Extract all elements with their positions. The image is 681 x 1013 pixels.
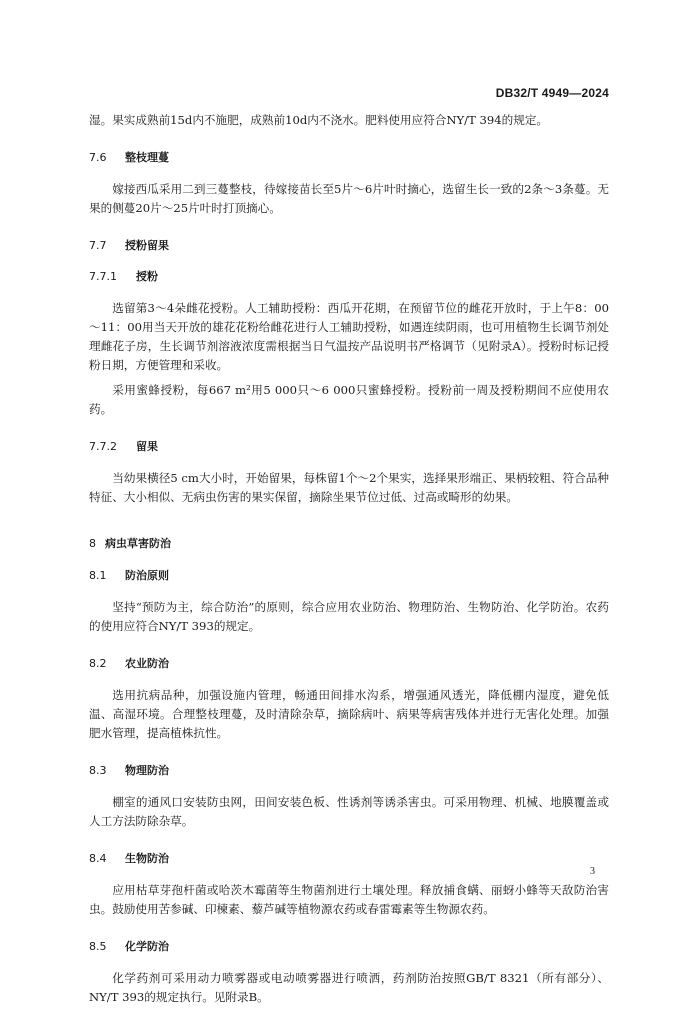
- document-code: DB32/T 4949—2024: [495, 86, 609, 100]
- paragraph: 应用枯草芽孢杆菌或哈茨木霉菌等生物菌剂进行土壤处理。释放捕食螨、丽蚜小蜂等天敌防治害虫。鼓励使用苦参碱、印楝素、藜芦碱等植物源农药或春雷霉素等生物源农药。: [89, 883, 609, 916]
- section-heading: 8.3 物理防治: [89, 764, 169, 777]
- paragraph: 当幼果横径5 cm大小时，开始留果，每株留1个～2个果实，选择果形端正、果柄较粗、符合品种特征、大小相似、无病虫伤害的果实保留，摘除坐果节位过低、过高或畸形的幼果。: [89, 471, 609, 504]
- section-heading: 7.7.1 授粉: [89, 270, 158, 283]
- paragraph: 选留第3～4朵雌花授粉。人工辅助授粉：西瓜开花期，在预留节位的雌花开放时，于上午8：00～11：00用当天开放的雄花花粉给雌花进行人工辅助授粉，如遇连续阴雨，也可用植物生长调节剂处理雌花子房，生长调节剂溶液浓度需根据当日气温按产品说明书严格调节（见附录A）。授粉时标记授粉日期，方便管理和采收。: [89, 301, 609, 372]
- paragraph: 采用蜜蜂授粉，每667 m²用5 000只～6 000只蜜蜂授粉。授粉前一周及授粉期间不应使用农药。: [89, 383, 609, 416]
- paragraph: 棚室的通风口安装防虫网，田间安装色板、性诱剂等诱杀害虫。可采用物理、机械、地膜覆盖或人工方法防除杂草。: [89, 795, 609, 828]
- section-heading: 7.7 授粉留果: [89, 239, 169, 252]
- section-heading: 8.4 生物防治: [89, 852, 169, 865]
- paragraph: 化学药剂可采用动力喷雾器或电动喷雾器进行喷洒，药剂防治按照GB/T 8321（所有部分）、NY/T 393的规定执行。见附录B。: [89, 971, 609, 1004]
- paragraph: 嫁接西瓜采用二到三蔓整枝，待嫁接苗长至5片～6片叶时摘心，选留生长一致的2条～3条蔓。无果的侧蔓20片～25片叶时打顶摘心。: [89, 182, 609, 215]
- section-heading: 7.7.2 留果: [89, 440, 158, 453]
- section-heading: 7.6 整枝理蔓: [89, 151, 169, 164]
- paragraph: 坚持“预防为主，综合防治”的原则，综合应用农业防治、物理防治、生物防治、化学防治。农药的使用应符合NY/T 393的规定。: [89, 600, 609, 633]
- document-body: [89, 111, 609, 1013]
- section-heading: 8.2 农业防治: [89, 657, 169, 670]
- chapter-heading: 8 病虫草害防治: [89, 537, 171, 550]
- section-heading: 8.5 化学防治: [89, 940, 169, 953]
- paragraph: 湿。果实成熟前15d内不施肥，成熟前10d内不浇水。肥料使用应符合NY/T 394的规定。: [89, 113, 549, 127]
- page-number: 3: [590, 866, 595, 877]
- section-heading: 8.1 防治原则: [89, 569, 169, 582]
- paragraph: 选用抗病品种，加强设施内管理，畅通田间排水沟系，增强通风透光，降低棚内湿度，避免低温、高湿环境。合理整枝理蔓，及时清除杂草，摘除病叶、病果等病害残体并进行无害化处理。加强肥水管理，提高植株抗性。: [89, 688, 609, 740]
